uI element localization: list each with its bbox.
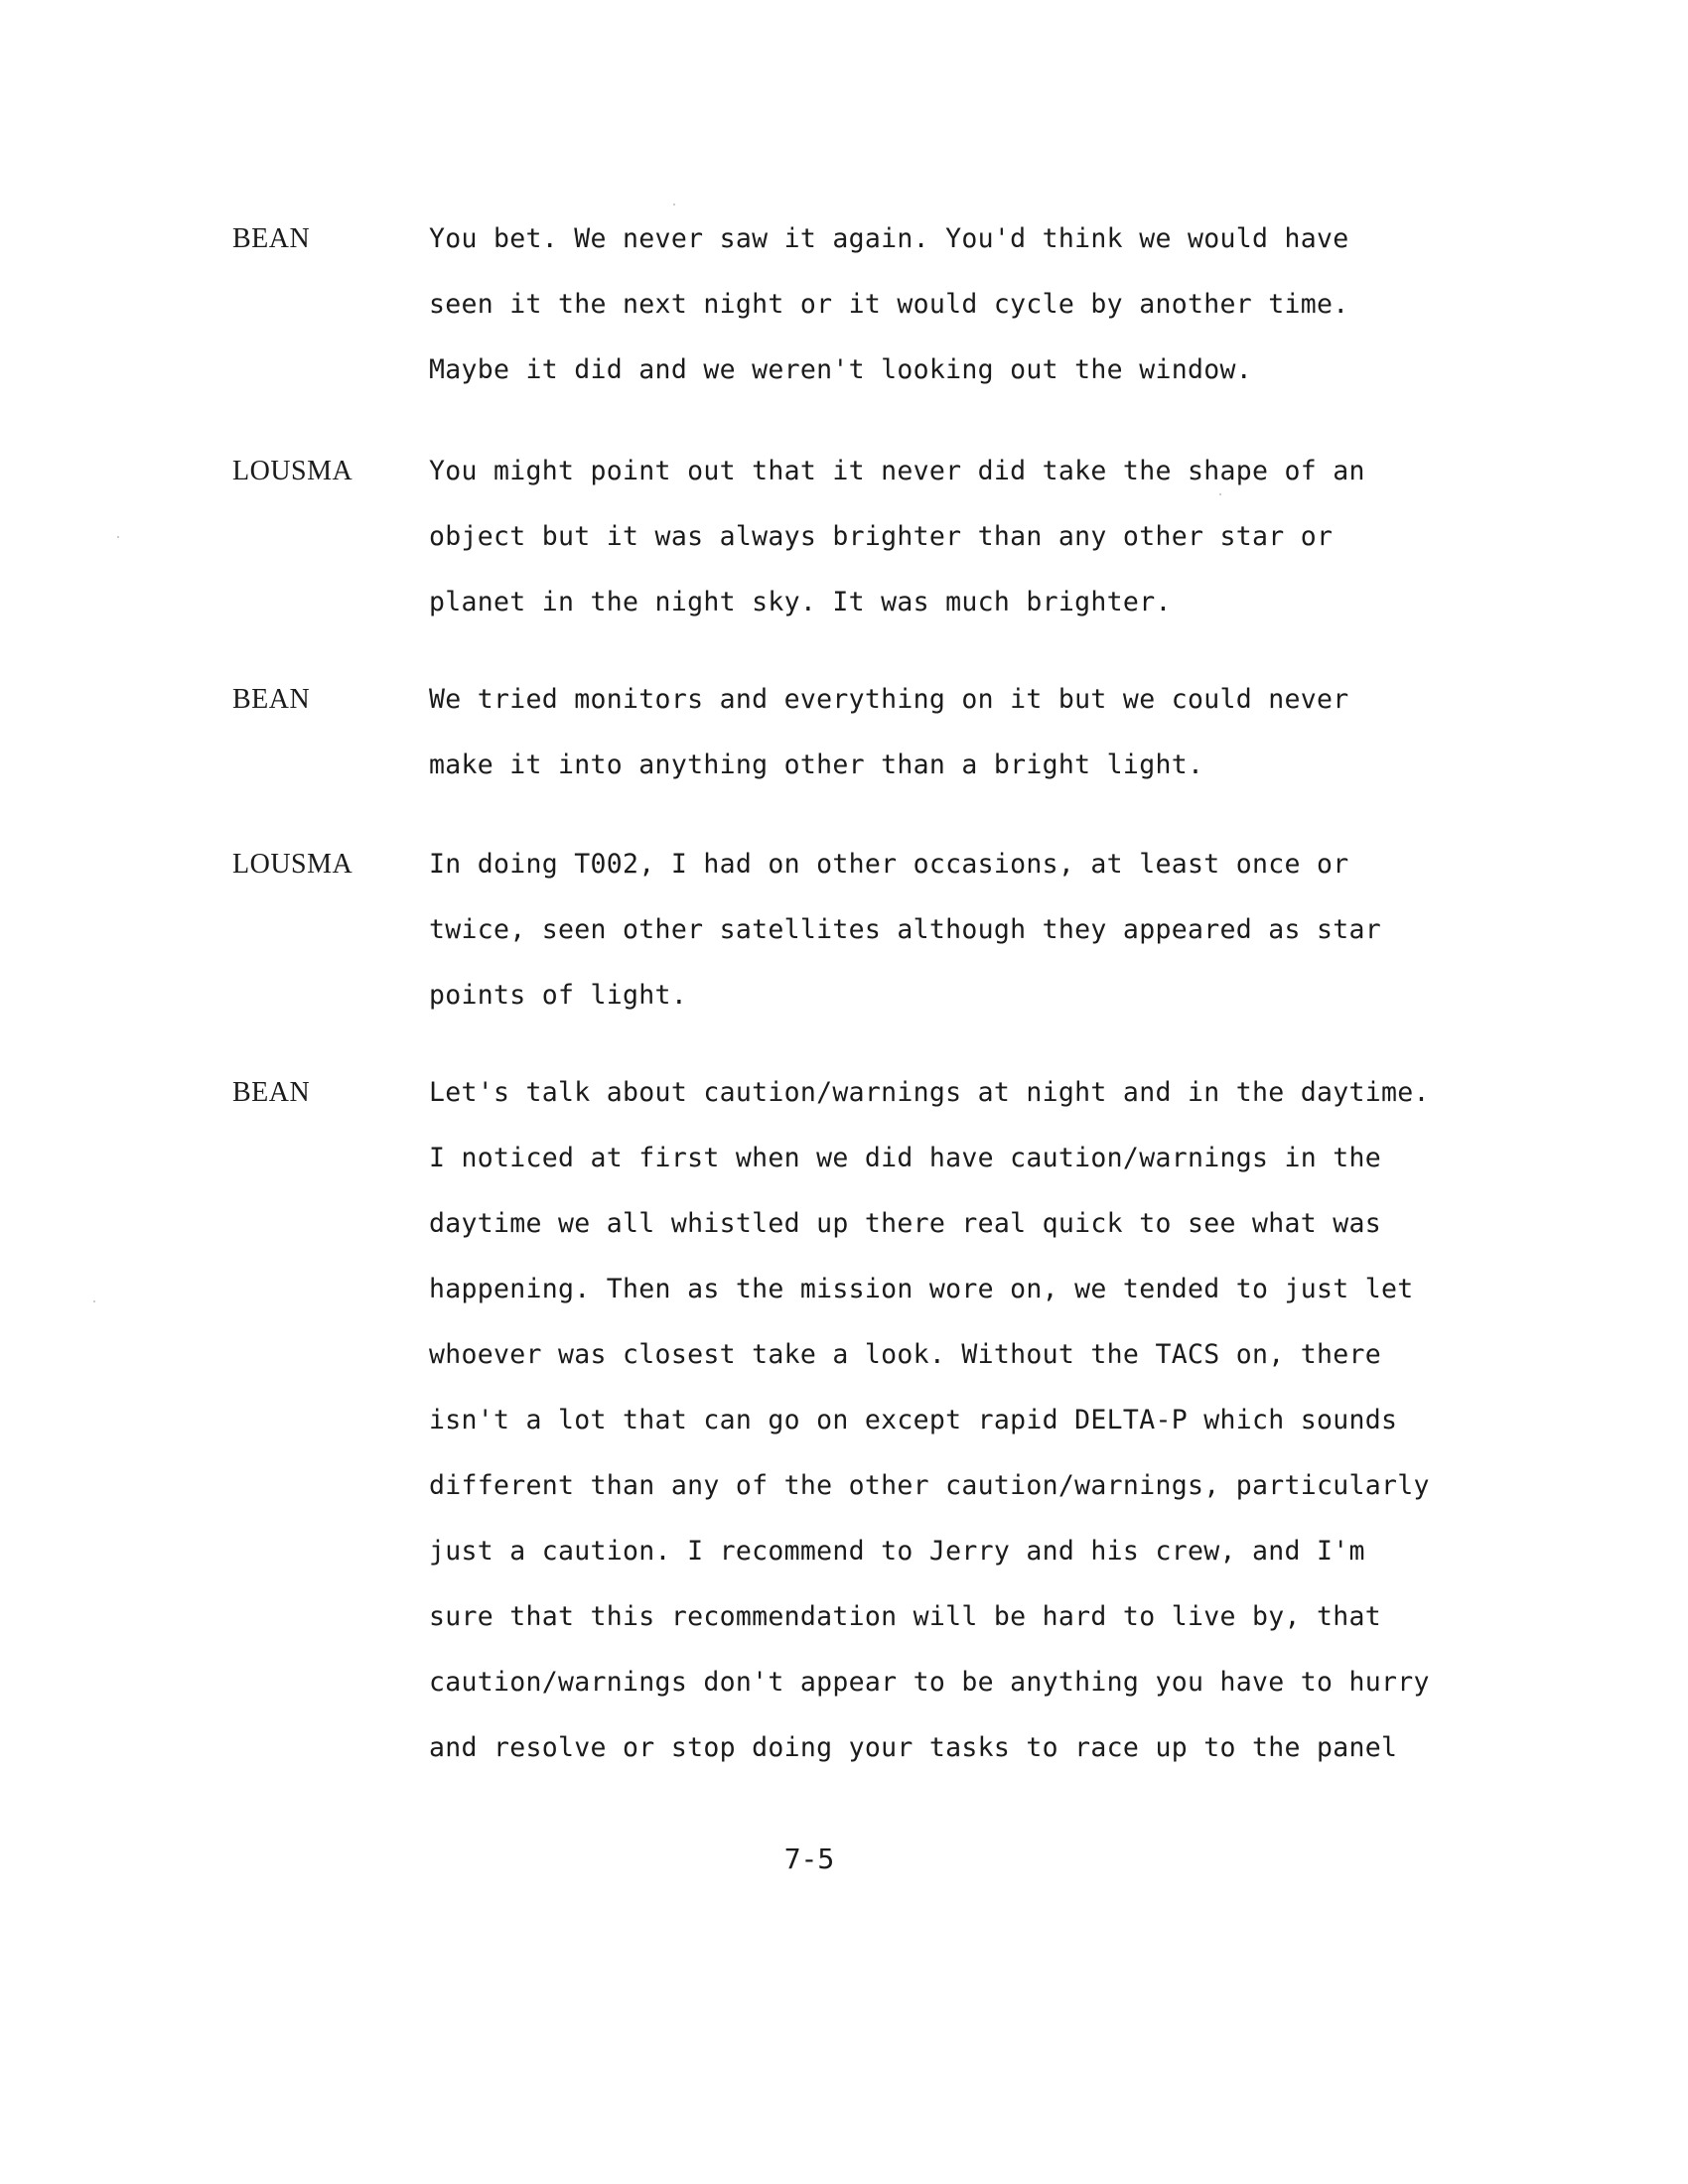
speaker-name: LOUSMA	[232, 456, 353, 486]
text-line: You might point out that it never did take the shape of an	[429, 456, 1365, 486]
text-line: just a caution. I recommend to Jerry and his crew, and I'm	[429, 1536, 1365, 1567]
scan-speck	[1219, 493, 1221, 495]
text-line: Let's talk about caution/warnings at night and in the daytime.	[429, 1077, 1430, 1108]
entry-text	[429, 667, 1501, 798]
text-line: and resolve or stop doing your tasks to race up to the panel	[429, 1732, 1398, 1763]
text-line: whoever was closest take a look. Without the TACS on, there	[429, 1339, 1382, 1370]
page-number: 7-5	[783, 1843, 835, 1875]
text-line: We tried monitors and everything on it but we could never	[429, 684, 1349, 715]
speaker-name: BEAN	[232, 223, 311, 254]
text-line: points of light.	[429, 980, 688, 1011]
scan-speck	[117, 536, 119, 538]
speaker-name: BEAN	[232, 1077, 311, 1108]
text-line: make it into anything other than a bright light.	[429, 750, 1204, 780]
text-line: different than any of the other caution/warnings, particularly	[429, 1470, 1430, 1501]
entry-text	[429, 1060, 1501, 1781]
speaker-name: LOUSMA	[232, 849, 353, 880]
text-line: caution/warnings don't appear to be anything you have to hurry	[429, 1667, 1430, 1698]
text-line: planet in the night sky. It was much brighter.	[429, 587, 1172, 617]
text-line: seen it the next night or it would cycle by another time.	[429, 289, 1349, 320]
entry-text	[429, 832, 1501, 1028]
speaker-name: BEAN	[232, 684, 311, 715]
scan-speck	[93, 1300, 95, 1302]
text-line: Maybe it did and we weren't looking out the window.	[429, 354, 1252, 385]
text-line: twice, seen other satellites although they appeared as star	[429, 914, 1382, 945]
text-line: happening. Then as the mission wore on, we tended to just let	[429, 1274, 1414, 1304]
text-line: daytime we all whistled up there real quick to see what was	[429, 1208, 1382, 1239]
entry-text	[429, 206, 1501, 403]
text-line: I noticed at first when we did have caution/warnings in the	[429, 1143, 1382, 1173]
text-line: sure that this recommendation will be hard to live by, that	[429, 1601, 1382, 1632]
text-line: object but it was always brighter than any other star or	[429, 521, 1334, 552]
text-line: isn't a lot that can go on except rapid DELTA-P which sounds	[429, 1405, 1398, 1435]
text-line: You bet. We never saw it again. You'd think we would have	[429, 223, 1349, 254]
text-line: In doing T002, I had on other occasions, at least once or	[429, 849, 1349, 880]
scan-speck	[673, 204, 675, 205]
entry-text	[429, 439, 1501, 635]
